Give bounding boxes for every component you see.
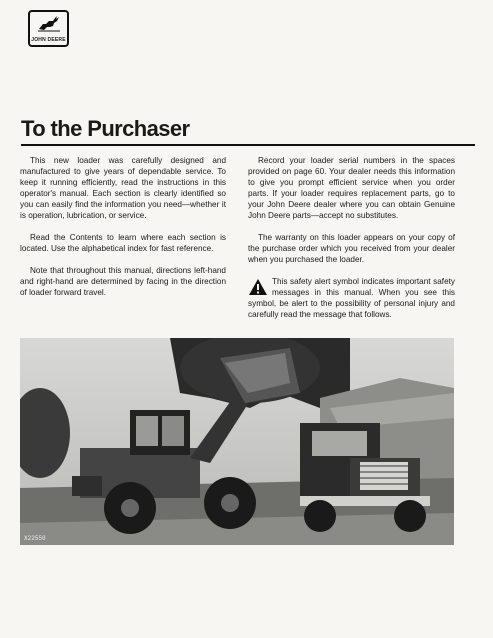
- loader-truck-image: [20, 338, 454, 545]
- right-column: [248, 155, 455, 331]
- john-deere-logo: [28, 10, 69, 47]
- title-rule: [21, 144, 475, 146]
- paragraph-contents: Read the Contents to learn where each section is located. Use the alphabetical index for fast reference.: [20, 233, 226, 253]
- safety-text: This safety alert symbol indicates important safety messages in this manual. When you see this symbol, be alert to the possibility of personal injury and carefully read the message that follows.: [248, 277, 455, 319]
- paragraph-intro: This new loader was carefully designed and manufactured to give years of dependable service. To keep it running efficiently, read the instructions in this operator's manual. Each section is clearly identified so you can easily find the information you need—whether it is operation, lubrication, or service.: [20, 156, 226, 220]
- loader-photo: [20, 338, 454, 545]
- logo-text: JOHN DEERE: [31, 37, 66, 43]
- left-column: [20, 155, 226, 309]
- deer-icon: [36, 15, 62, 33]
- photo-code: X22550: [24, 535, 46, 542]
- paragraph-serial-numbers: Record your loader serial numbers in the spaces provided on page 60. Your dealer needs this information to give you prompt efficient service when you order parts. If your loader requires replacement parts, go to your John Deere dealer where you can obtain Genuine John Deere parts—accept no substitutes.: [248, 156, 455, 220]
- page-title: To the Purchaser: [21, 116, 190, 141]
- safety-notice: [248, 276, 455, 320]
- paragraph-directions: Note that throughout this manual, directions left-hand and right-hand are determined by facing in the direction of loader forward travel.: [20, 266, 226, 297]
- paragraph-warranty: The warranty on this loader appears on your copy of the purchase order which you received from your dealer when you purchased the loader.: [248, 233, 455, 264]
- safety-alert-icon: [248, 278, 268, 296]
